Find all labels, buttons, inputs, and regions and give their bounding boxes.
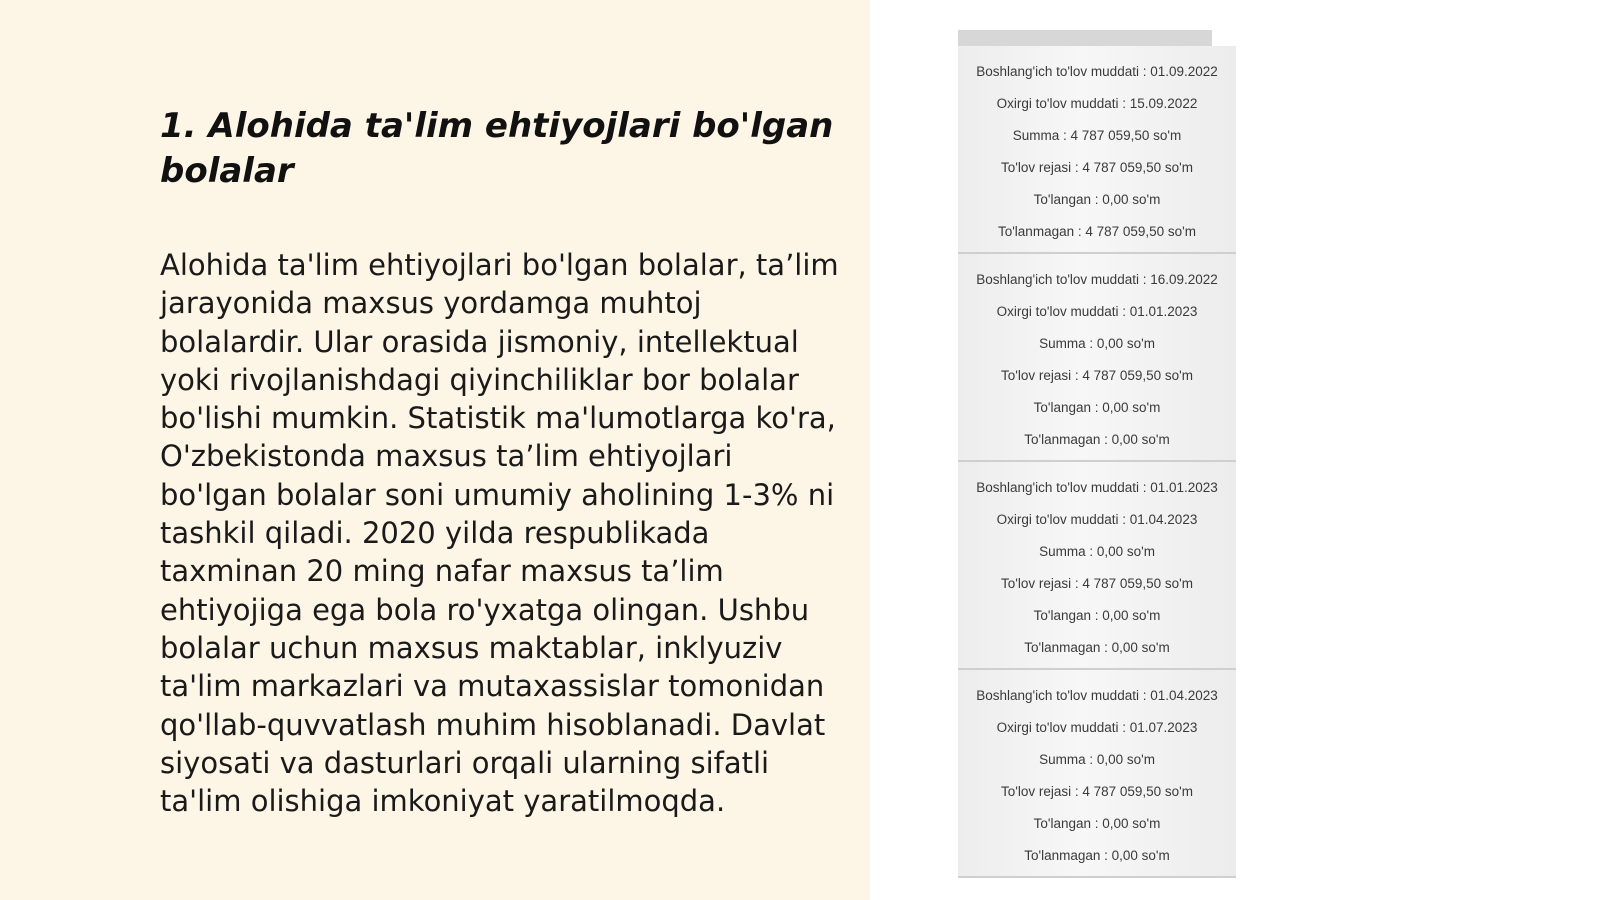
unpaid-row: To'lanmagan : 0,00 so'm	[1024, 432, 1170, 447]
end-date-row: Oxirgi to'lov muddati : 01.07.2023	[996, 720, 1198, 735]
plan-row: To'lov rejasi : 4 787 059,50 so'm	[1000, 160, 1193, 175]
slide-body-text: Alohida ta'lim ehtiyojlari bo'lgan bolalar, ta’lim jarayonida maxsus yordamga muhtoj bolalardir. Ular orasida jismoniy, intellektual yoki rivojlanishdagi qiyinchiliklar bor bolalar bo'lishi mumkin. Statistik ma'lumotlarga ko'ra, O'zbekistonda maxsus ta’lim ehtiyojlari bo'lgan bolalar soni umumiy aholining 1-3% ni tashkil qiladi. 2020 yilda respublikada taxminan 20 ming nafar maxsus ta’lim ehtiyojiga ega bola ro'yxatga olingan. Ushbu bolalar uchun maxsus maktablar, inklyuziv ta'lim markazlari va mutaxassislar tomonidan qo'llab-quvvatlash muhim hisoblanadi. Davlat siyosati va dasturlari orqali ularning sifatli ta'lim olishiga imkoniyat yaratilmoqda.	[160, 248, 839, 819]
unpaid-row: To'lanmagan : 0,00 so'm	[1024, 640, 1170, 655]
amount-row: Summa : 0,00 so'm	[1039, 752, 1155, 767]
slide-heading: 1. Alohida ta'lim ehtiyojlari bo'lgan bolalar	[160, 106, 834, 191]
payment-schedule-screenshot	[958, 30, 1236, 900]
screenshot-top-strip	[958, 30, 1212, 46]
payment-card	[958, 46, 1236, 254]
start-date-row: Boshlang'ich to'lov muddati : 01.04.2023	[976, 688, 1218, 703]
start-date-row: Boshlang'ich to'lov muddati : 01.01.2023	[976, 480, 1218, 495]
amount-row: Summa : 4 787 059,50 so'm	[1012, 128, 1182, 143]
amount-row: Summa : 0,00 so'm	[1039, 336, 1155, 351]
end-date-row: Oxirgi to'lov muddati : 15.09.2022	[996, 96, 1198, 111]
plan-row: To'lov rejasi : 4 787 059,50 so'm	[1000, 576, 1193, 591]
payment-card	[958, 254, 1236, 462]
payment-card	[958, 670, 1236, 878]
end-date-row: Oxirgi to'lov muddati : 01.01.2023	[996, 304, 1198, 319]
paid-row: To'langan : 0,00 so'm	[1033, 816, 1161, 831]
paid-row: To'langan : 0,00 so'm	[1033, 608, 1161, 623]
amount-row: Summa : 0,00 so'm	[1039, 544, 1155, 559]
plan-row: To'lov rejasi : 4 787 059,50 so'm	[1000, 368, 1193, 383]
plan-row: To'lov rejasi : 4 787 059,50 so'm	[1000, 784, 1193, 799]
start-date-row: Boshlang'ich to'lov muddati : 16.09.2022	[976, 272, 1218, 287]
start-date-row: Boshlang'ich to'lov muddati : 01.09.2022	[976, 64, 1218, 79]
unpaid-row: To'lanmagan : 0,00 so'm	[1024, 848, 1170, 863]
payment-card	[958, 462, 1236, 670]
unpaid-row: To'lanmagan : 4 787 059,50 so'm	[997, 224, 1197, 239]
end-date-row: Oxirgi to'lov muddati : 01.04.2023	[996, 512, 1198, 527]
paid-row: To'langan : 0,00 so'm	[1033, 192, 1161, 207]
paid-row: To'langan : 0,00 so'm	[1033, 400, 1161, 415]
